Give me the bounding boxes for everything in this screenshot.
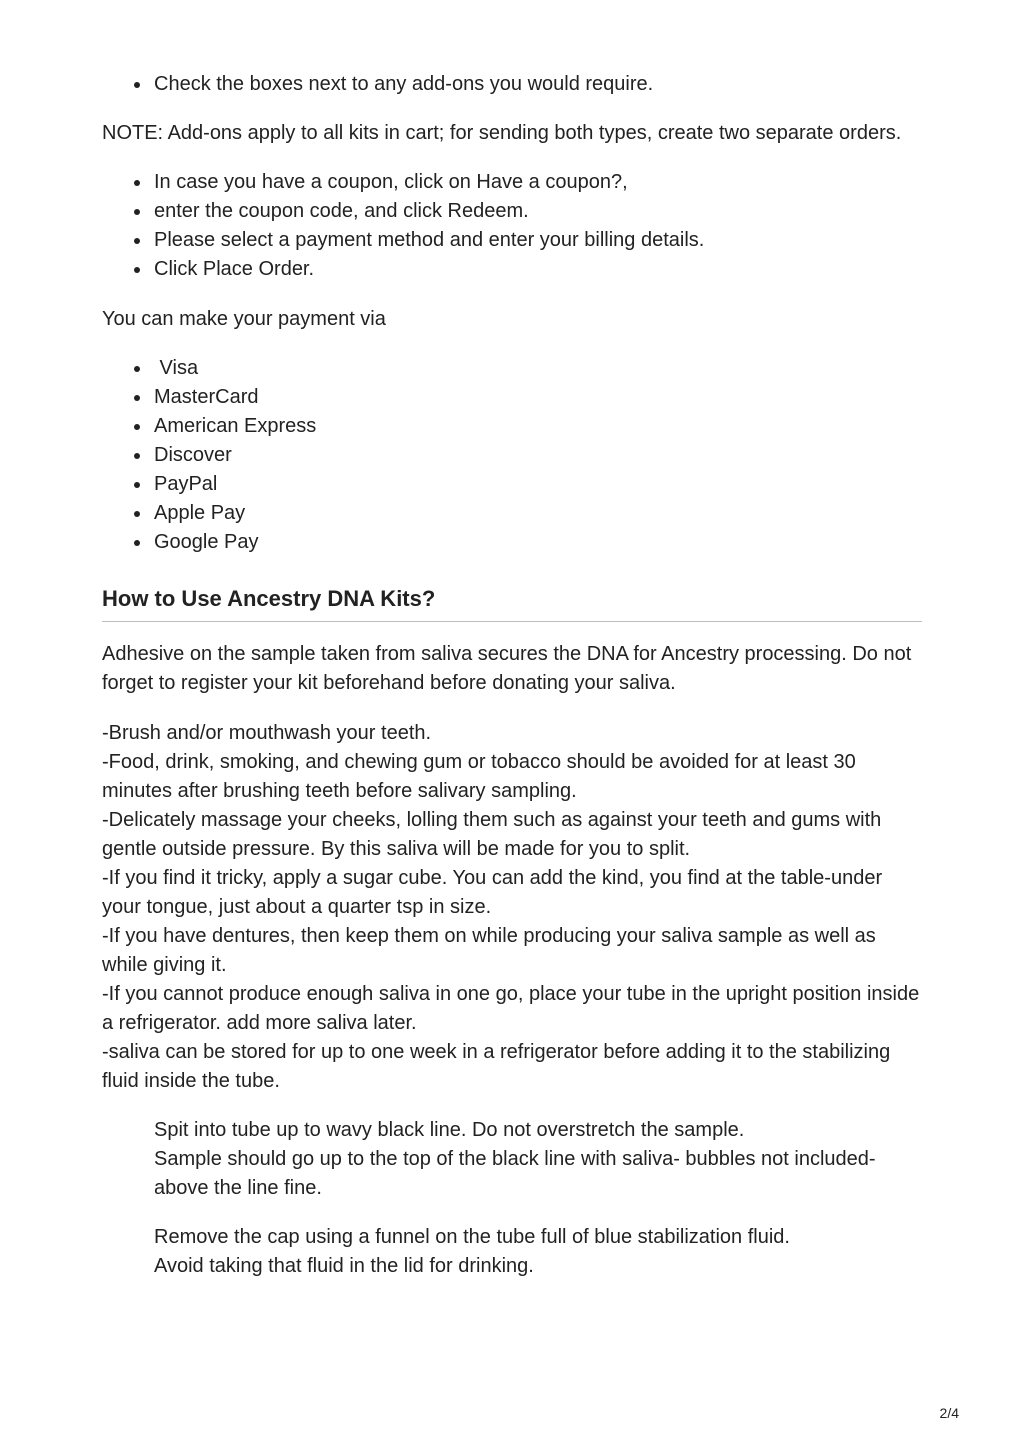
spit-instructions-block [102, 1116, 922, 1203]
instruction-line: -Food, drink, smoking, and chewing gum or tobacco should be avoided for at least 30 minutes after brushing teeth before salivary sampling. [102, 751, 856, 803]
section-heading: How to Use Ancestry DNA Kits? [102, 584, 922, 622]
instruction-line: -If you find it tricky, apply a sugar cube. You can add the kind, you find at the table-under your tongue, just about a quarter tsp in size. [102, 867, 883, 919]
intro-paragraph: Adhesive on the sample taken from saliva secures the DNA for Ancestry processing. Do not forget to register your kit beforehand before donating your saliva. [102, 643, 912, 695]
instruction-line: -Brush and/or mouthwash your teeth. [102, 722, 432, 745]
list-item: Apple Pay [154, 499, 922, 528]
list-item: American Express [154, 412, 922, 441]
page-number: 2/4 [939, 1405, 959, 1421]
instructions-block [102, 719, 922, 1096]
list-item: Google Pay [154, 528, 922, 557]
instruction-line: -Delicately massage your cheeks, lolling them such as against your teeth and gums with gentle outside pressure. By this saliva will be made for you to split. [102, 809, 882, 861]
note-paragraph: NOTE: Add-ons apply to all kits in cart; for sending both types, create two separate orders. [102, 122, 902, 144]
instruction-line: -If you cannot produce enough saliva in one go, place your tube in the upright position inside a refrigerator. add more saliva later. [102, 983, 920, 1035]
document-body [102, 70, 922, 1281]
list-item: Please select a payment method and enter your billing details. [154, 226, 922, 255]
list-item: Discover [154, 441, 922, 470]
list-item: MasterCard [154, 383, 922, 412]
list-item: Click Place Order. [154, 255, 922, 284]
addons-list [102, 70, 922, 99]
instruction-line: -saliva can be stored for up to one week in a refrigerator before adding it to the stabilizing fluid inside the tube. [102, 1041, 891, 1093]
indented-line: Avoid taking that fluid in the lid for drinking. [154, 1255, 534, 1278]
list-item: PayPal [154, 470, 922, 499]
list-item: Visa [154, 354, 922, 383]
checkout-steps-list [102, 168, 922, 284]
list-item: enter the coupon code, and click Redeem. [154, 197, 922, 226]
instruction-line: -If you have dentures, then keep them on while producing your saliva sample as well as while giving it. [102, 925, 876, 977]
payment-methods-list [102, 354, 922, 557]
list-item: Check the boxes next to any add-ons you would require. [154, 70, 922, 99]
indented-line: Remove the cap using a funnel on the tube full of blue stabilization fluid. [154, 1226, 790, 1249]
list-item: In case you have a coupon, click on Have a coupon?, [154, 168, 922, 197]
cap-instructions-block [102, 1223, 922, 1281]
indented-line: Sample should go up to the top of the black line with saliva- bubbles not included- above the line fine. [154, 1148, 876, 1200]
payment-intro: You can make your payment via [102, 308, 386, 330]
indented-line: Spit into tube up to wavy black line. Do not overstretch the sample. [154, 1119, 745, 1142]
